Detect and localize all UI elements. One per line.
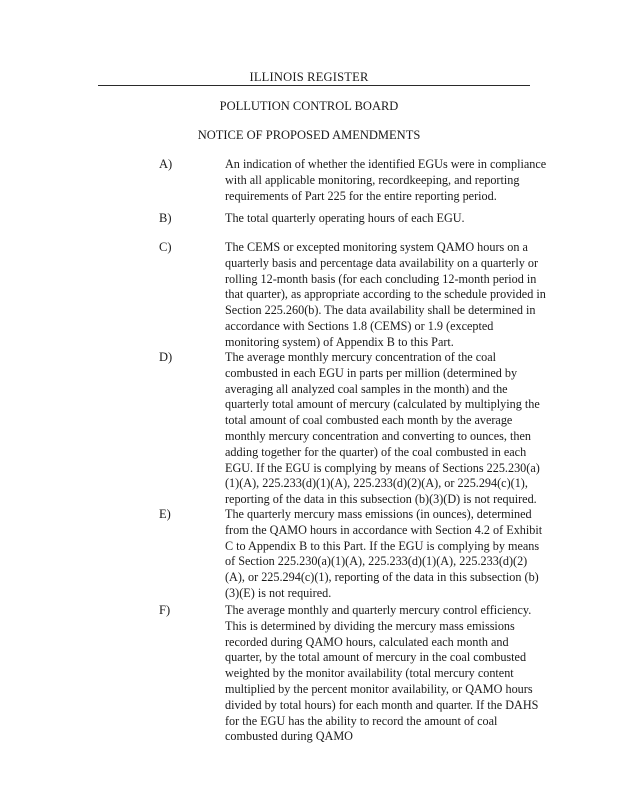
item-marker: A) <box>159 157 173 171</box>
item-text: The total quarterly operating hours of each EGU. <box>225 211 465 225</box>
item-marker: F) <box>159 603 171 617</box>
item-text: The average monthly mercury concentration of the coal combusted in each EGU in parts per million (determined by averaging all analyzed coal samples in the month) and the quarterly total amount of mercury (calculated by multiplying the total amount of coal combusted each month by the average monthly mercury concentration and converting to ounces, then adding together for the quarter) of the coal combusted in each EGU. If the EGU is complying by means of Sections 225.230(a)(1)(A), 225.233(d)(1)(A), 225.233(d)(2)(A), or 225.294(c)(1), reporting of the data in this subsection (b)(3)(D) is not required. <box>225 350 540 507</box>
item-marker: C) <box>159 240 172 254</box>
item-marker: E) <box>159 507 171 521</box>
item-text: The CEMS or excepted monitoring system QAMO hours on a quarterly basis and percentage data availability on a quarterly or rolling 12-month basis (for each concluding 12-month period in that quarter), as appropriate according to the schedule provided in Section 225.260(b). The data availability shall be determined in accordance with Sections 1.8 (CEMS) or 1.9 (excepted monitoring system) of Appendix B to this Part. <box>225 240 546 349</box>
notice-title: NOTICE OF PROPOSED AMENDMENTS <box>197 128 421 142</box>
register-title: ILLINOIS REGISTER <box>249 70 369 84</box>
item-text: The average monthly and quarterly mercury control efficiency. This is determined by dividing the mercury mass emissions recorded during QAMO hours, calculated each month and quarter, by the total amount of mercury in the coal combusted weighted by the monitor availability (total mercury content multiplied by the percent monitor availability, or QAMO hours divided by total hours) for each month and quarter. If the DAHS for the EGU has the ability to record the amount of coal combusted during QAMO <box>225 603 539 744</box>
agency-name: POLLUTION CONTROL BOARD <box>219 99 399 113</box>
item-marker: B) <box>159 211 172 225</box>
item-marker: D) <box>159 350 173 364</box>
item-text: An indication of whether the identified EGUs were in compliance with all applicable monitoring, recordkeeping, and reporting requirements of Part 225 for the entire reporting period. <box>225 157 547 203</box>
header-rule <box>98 85 530 86</box>
item-text: The quarterly mercury mass emissions (in ounces), determined from the QAMO hours in accordance with Section 4.2 of Exhibit C to Appendix B to this Part. If the EGU is complying by means of Section 225.230(a)(1)(A), 225.233(d)(1)(A), 225.233(d)(2)(A), or 225.294(c)(1), reporting of the data in this subsection (b)(3)(E) is not required. <box>225 507 543 600</box>
